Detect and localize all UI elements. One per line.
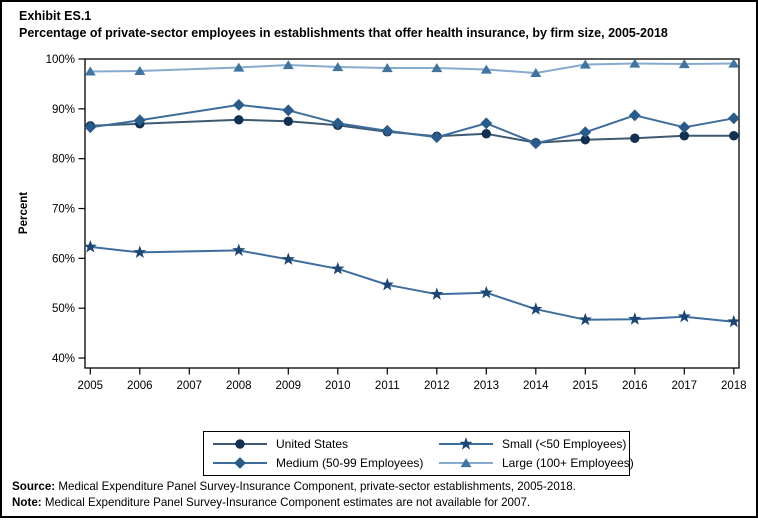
- series-line-small-50-employees: [90, 247, 734, 322]
- star-marker: [133, 245, 146, 257]
- legend-item-small-50-employees: [439, 435, 634, 454]
- legend-marker-star-icon: [439, 437, 493, 451]
- chart-legend: [203, 431, 634, 476]
- circle-marker: [482, 129, 491, 138]
- star-icon: [459, 437, 472, 449]
- legend-label: Medium (50-99 Employees): [276, 455, 424, 470]
- star-marker: [529, 302, 542, 314]
- x-tick-label: 2014: [523, 380, 549, 392]
- y-axis: [18, 54, 85, 365]
- y-tick-label: 40%: [51, 353, 75, 366]
- circle-marker: [234, 115, 243, 124]
- star-marker: [628, 312, 641, 324]
- x-tick-label: 2008: [226, 380, 252, 392]
- x-tick-label: 2010: [325, 380, 351, 392]
- exhibit-label: Exhibit ES.1: [19, 9, 92, 23]
- x-tick-label: 2005: [77, 380, 104, 392]
- series-markers-small-50-employees: [84, 240, 741, 327]
- plot-frame: [85, 59, 739, 368]
- diamond-icon: [234, 457, 246, 469]
- legend-item-large-100-employees: [439, 454, 634, 473]
- x-tick-label: 2017: [671, 380, 698, 392]
- x-tick-label: 2012: [424, 380, 450, 392]
- diamond-marker: [381, 125, 393, 137]
- diamond-marker: [678, 121, 690, 133]
- x-tick-label: 2006: [127, 380, 153, 392]
- x-tick-label: 2013: [473, 380, 500, 392]
- legend-marker-diamond-icon: [213, 456, 267, 470]
- circle-marker: [729, 131, 738, 140]
- diamond-marker: [579, 126, 591, 138]
- legend-label: Large (100+ Employees): [502, 455, 634, 470]
- legend-label: United States: [276, 437, 349, 452]
- legend-marker-circle-icon: [213, 437, 267, 451]
- legend-label: Small (<50 Employees): [502, 437, 627, 452]
- footer-notes: [12, 479, 576, 510]
- legend-marker-triangle-icon: [439, 456, 493, 470]
- source-line: [12, 479, 576, 495]
- star-marker: [232, 243, 245, 255]
- diamond-marker: [282, 104, 294, 116]
- x-tick-label: 2016: [622, 380, 648, 392]
- source-label: Source:: [12, 480, 56, 493]
- y-tick-label: 80%: [51, 153, 75, 166]
- legend-item-united-states: [213, 435, 439, 454]
- note-line: [12, 495, 576, 511]
- diamond-marker: [84, 121, 96, 133]
- circle-marker: [630, 134, 639, 143]
- diamond-marker: [728, 112, 740, 124]
- circle-marker: [284, 117, 293, 126]
- star-marker: [282, 252, 295, 264]
- star-marker: [480, 286, 493, 298]
- diamond-marker: [530, 137, 542, 149]
- y-axis-title: Percent: [18, 191, 30, 235]
- x-tick-label: 2007: [176, 380, 203, 392]
- star-marker: [579, 313, 592, 325]
- diamond-marker: [431, 131, 443, 143]
- star-marker: [381, 278, 394, 290]
- series-markers-medium-50-99-employees: [84, 99, 739, 149]
- y-tick-label: 70%: [51, 203, 75, 216]
- star-marker: [430, 287, 443, 299]
- x-tick-label: 2009: [275, 380, 302, 392]
- star-marker: [678, 310, 691, 322]
- source-text: Medical Expenditure Panel Survey-Insurance Component, private-sector establishments, 2005-2018.: [55, 480, 576, 493]
- chart-title: Percentage of private-sector employees in establishments that offer health insurance, by firm size, 2005-2018: [19, 26, 668, 40]
- legend-item-medium-50-99-employees: [213, 454, 439, 473]
- x-tick-label: 2018: [721, 380, 747, 392]
- star-marker: [84, 240, 97, 252]
- series-markers-united-states: [86, 115, 739, 147]
- x-tick-label: 2015: [572, 380, 599, 392]
- x-tick-label: 2011: [374, 380, 400, 392]
- star-marker: [331, 262, 344, 274]
- diamond-marker: [480, 117, 492, 129]
- circle-icon: [235, 440, 244, 449]
- diamond-marker: [629, 109, 641, 121]
- y-tick-label: 60%: [51, 253, 75, 266]
- note-label: Note:: [12, 495, 42, 509]
- y-tick-label: 90%: [51, 103, 75, 116]
- y-tick-label: 100%: [45, 54, 75, 66]
- x-axis: [78, 368, 747, 392]
- diamond-marker: [233, 99, 245, 111]
- y-tick-label: 50%: [51, 303, 75, 316]
- note-text: Medical Expenditure Panel Survey-Insurance Component estimates are not available for 2007.: [41, 495, 531, 509]
